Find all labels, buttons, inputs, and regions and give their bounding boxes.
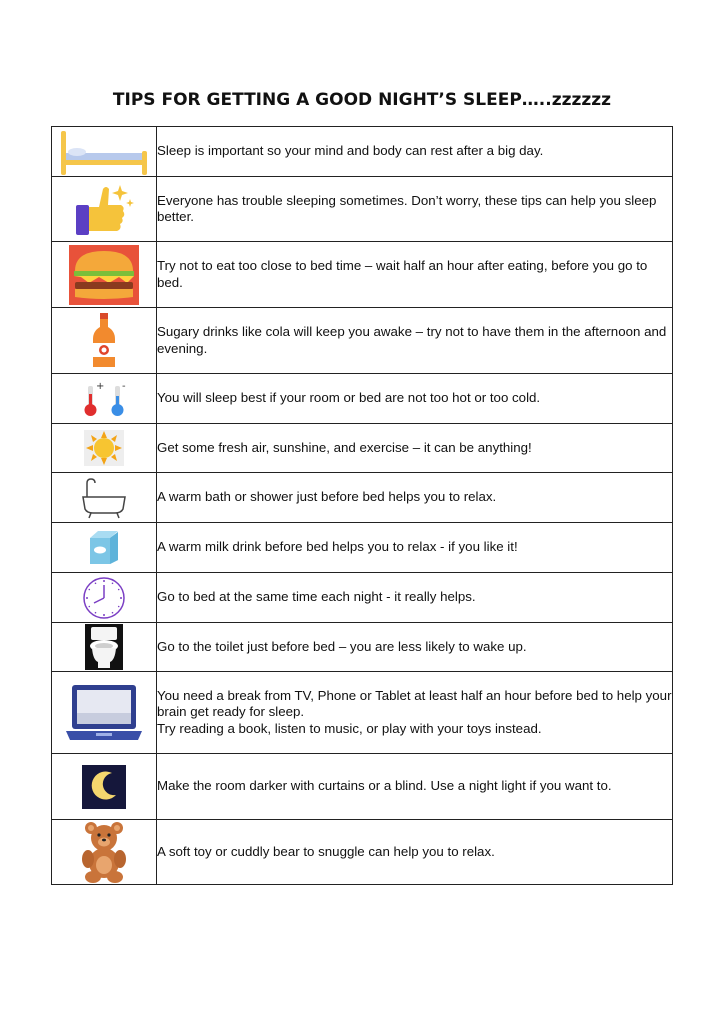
tips-table (51, 126, 673, 885)
tip-text: You need a break from TV, Phone or Tablet at least half an hour before bed to help your brain get ready for sleep. (157, 687, 672, 720)
table-row (52, 623, 673, 672)
sun-icon (84, 430, 124, 466)
tip-text: Go to the toilet just before bed – you are less likely to wake up. (157, 623, 673, 672)
tip-text: Get some fresh air, sunshine, and exercise – it can be anything! (157, 424, 673, 473)
tip-text: A soft toy or cuddly bear to snuggle can help you to relax. (157, 820, 673, 885)
tip-text: Sugary drinks like cola will keep you awake – try not to have them in the afternoon and evening. (157, 308, 673, 374)
table-row (52, 127, 673, 177)
clock-icon (82, 576, 126, 620)
svg-text:-: - (122, 380, 126, 392)
page-title: TIPS FOR GETTING A GOOD NIGHT’S SLEEP…..zzzzzz (112, 90, 612, 110)
bathtub-icon (81, 477, 127, 519)
thermometer-icon (78, 380, 130, 418)
tip-text: Everyone has trouble sleeping sometimes. Don’t worry, these tips can help you sleep better. (157, 177, 673, 242)
table-row (52, 523, 673, 573)
table-row (52, 820, 673, 885)
thumbs-up-sparkle-icon (72, 181, 136, 237)
table-row (52, 424, 673, 473)
tip-text: You will sleep best if your room or bed are not too hot or too cold. (157, 374, 673, 424)
laptop-icon (64, 683, 144, 743)
burger-icon (69, 245, 139, 305)
svg-text:+: + (96, 380, 105, 392)
tip-text: Make the room darker with curtains or a blind. Use a night light if you want to. (157, 754, 673, 820)
moon-icon (82, 765, 126, 809)
tip-text: Sleep is important so your mind and body can rest after a big day. (157, 127, 673, 177)
table-row (52, 754, 673, 820)
milk-carton-icon (88, 530, 120, 566)
teddy-bear-icon (80, 821, 128, 883)
soda-bottle-icon (91, 313, 117, 369)
table-row (52, 374, 673, 424)
tip-text: A warm milk drink before bed helps you to relax - if you like it! (157, 523, 673, 573)
tip-text: A warm bath or shower just before bed helps you to relax. (157, 473, 673, 523)
table-row (52, 308, 673, 374)
table-row (52, 573, 673, 623)
table-row (52, 177, 673, 242)
tip-text: Go to bed at the same time each night - it really helps. (157, 573, 673, 623)
table-row (52, 242, 673, 308)
table-row (52, 672, 673, 754)
table-row (52, 473, 673, 523)
tip-text-extra: Try reading a book, listen to music, or play with your toys instead. (157, 720, 542, 736)
tip-text: Try not to eat too close to bed time – wait half an hour after eating, before you go to bed. (157, 242, 673, 308)
bed-icon (57, 129, 151, 175)
toilet-icon (85, 624, 123, 670)
